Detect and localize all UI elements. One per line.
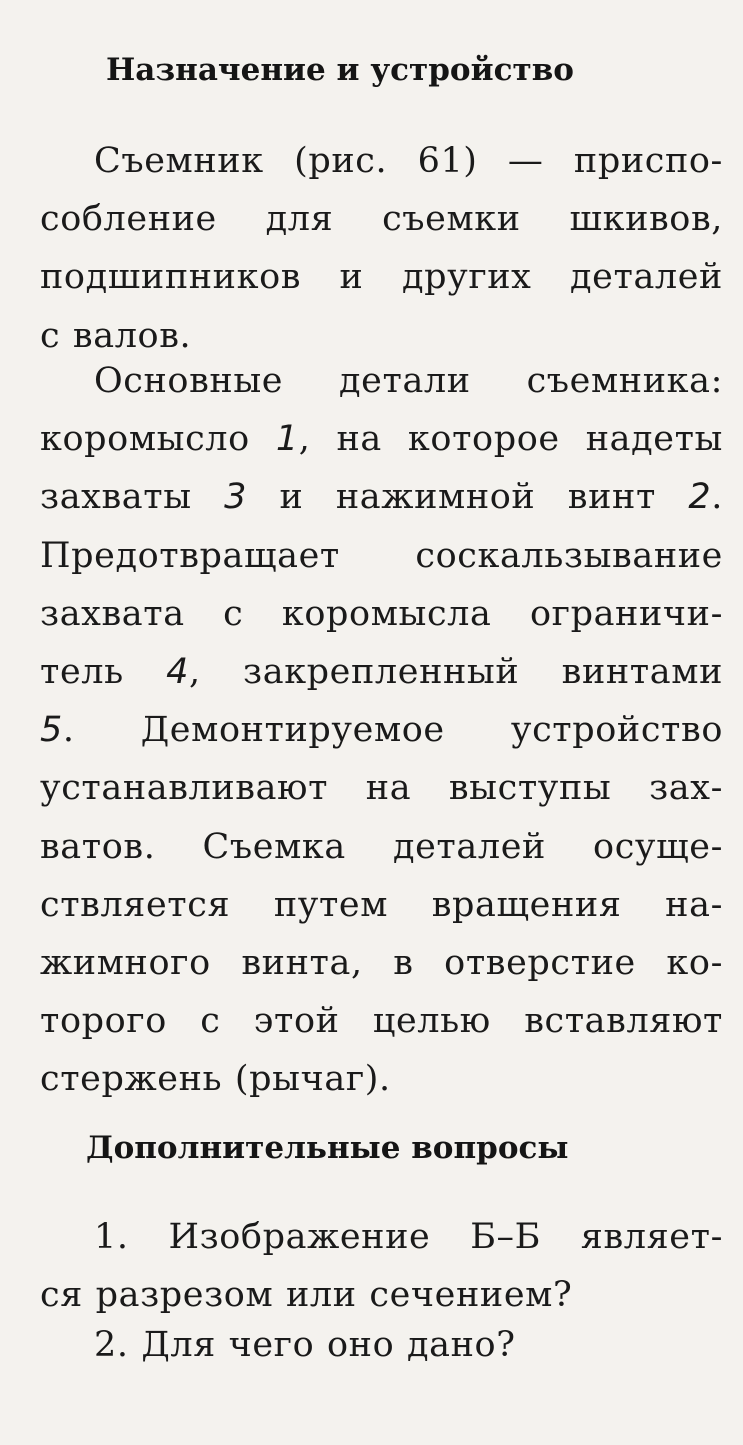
question-line: ся разрезом или сечением? <box>40 1275 573 1316</box>
paragraph-line: торого с этой целью вставляют <box>40 1001 723 1042</box>
text-run: , на которое надеты <box>298 419 724 460</box>
text-run: захваты <box>40 477 225 518</box>
paragraph-line: Основные детали съемника: <box>94 361 723 401</box>
text-run: коромысло <box>40 419 276 460</box>
paragraph-line: собление для съемки шкивов, <box>40 199 723 240</box>
paragraph-line <box>40 643 723 701</box>
paragraph-line <box>40 701 723 759</box>
paragraph-line: с валов. <box>40 315 192 356</box>
paragraph-line: ствляется путем вращения на- <box>40 884 723 925</box>
question-1 <box>40 1208 723 1324</box>
paragraph-line: захвата с коромысла ограничи- <box>40 593 723 634</box>
paragraph-line: устанавливают на выступы зах- <box>40 768 723 809</box>
questions-title: Дополнительные вопросы <box>86 1130 569 1166</box>
paragraph-line: жимного винта, в отверстие ко- <box>40 943 723 984</box>
paragraph-line <box>40 410 723 468</box>
paragraph-line <box>40 468 723 526</box>
section-title: Назначение и устройство <box>106 52 574 88</box>
text-run: , закрепленный винтами <box>188 652 723 693</box>
question-2 <box>40 1316 723 1374</box>
text-run: . Демонтируемое устройство <box>62 710 723 751</box>
text-run: . <box>711 477 723 518</box>
paragraph-line: Съемник (рис. 61) — приспо- <box>94 141 723 181</box>
part-number: 4 <box>166 652 189 693</box>
text-run: и нажимной винт <box>247 477 689 518</box>
paragraph-line: ватов. Съемка деталей осуще- <box>40 826 723 867</box>
question-line: 1. Изображение Б–Б являет- <box>94 1217 723 1257</box>
part-number: 3 <box>224 477 248 518</box>
part-number: 2 <box>688 477 712 518</box>
paragraph-purpose <box>40 132 723 365</box>
paragraph-parts <box>40 352 723 1109</box>
paragraph-line: Предотвращает соскальзывание <box>40 535 723 576</box>
question-line: 2. Для чего оно дано? <box>94 1325 516 1365</box>
part-number: 5 <box>40 710 63 751</box>
paragraph-line: подшипников и других деталей <box>40 257 723 298</box>
text-run: тель <box>40 652 167 693</box>
paragraph-line: стержень (рычаг). <box>40 1059 391 1100</box>
part-number: 1 <box>275 419 299 460</box>
